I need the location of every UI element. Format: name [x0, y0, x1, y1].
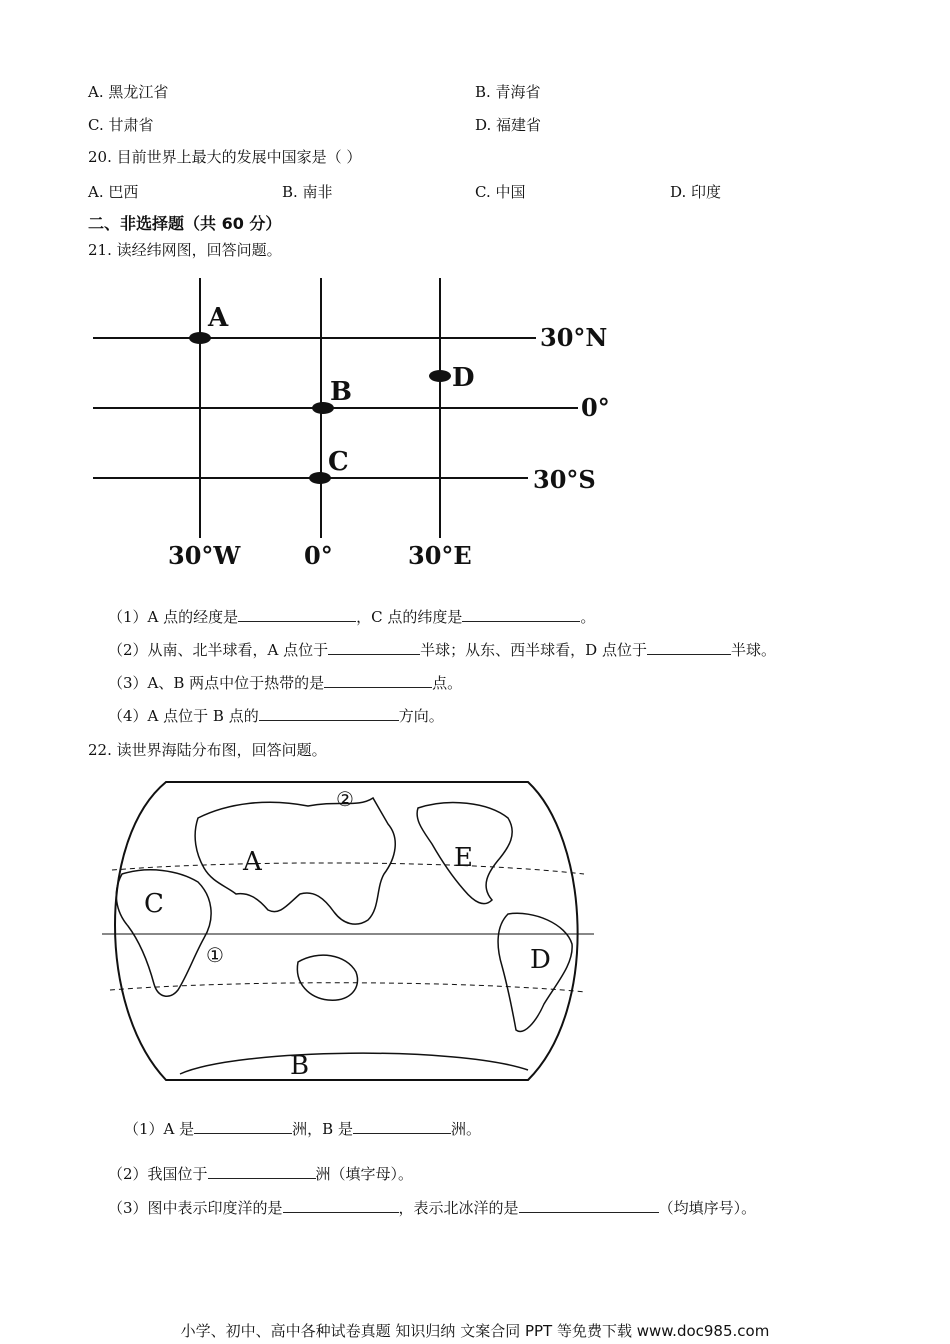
map-label-a: A: [243, 847, 262, 877]
q22-sub3-blank-2[interactable]: [519, 1198, 659, 1213]
q22-sub2-text-b: 洲（填字母）。: [315, 1165, 414, 1183]
q21-sub4-text-a: （4）A 点位于 B 点的: [108, 707, 259, 725]
lon-label-30e: 30°E: [408, 541, 472, 570]
section-title: 二、非选择题（共 60 分）: [88, 214, 282, 233]
point-d-label: D: [452, 363, 475, 393]
q20-option-d: D. 印度: [670, 183, 722, 201]
q21-sub1-blank-2[interactable]: [462, 607, 580, 622]
q21-sub4-text-b: 方向。: [398, 707, 444, 725]
q20-option-c: C. 中国: [475, 183, 526, 201]
q22-sub1: [124, 1119, 481, 1139]
q21-sub3-text-b: 点。: [432, 674, 463, 692]
point-a-dot: [189, 332, 211, 344]
q22-sub2-blank[interactable]: [208, 1164, 316, 1179]
q20-stem: 20. 目前世界上最大的发展中国家是（ ）: [88, 148, 362, 166]
q21-sub1: [108, 607, 595, 627]
q21-stem: 21. 读经纬网图，回答问题。: [88, 241, 282, 259]
q21-sub4: [108, 706, 444, 726]
q22-sub1-text-c: 洲。: [450, 1120, 481, 1138]
q22-sub3-text-b: ，表示北冰洋的是: [398, 1199, 519, 1217]
q21-sub3-blank[interactable]: [324, 673, 432, 688]
q21-sub2-text-b: 半球；从东、西半球看，D 点位于: [420, 641, 647, 659]
map-label-d: D: [530, 945, 551, 975]
q22-stem: 22. 读世界海陆分布图，回答问题。: [88, 741, 327, 759]
point-c-label: C: [328, 447, 349, 477]
q21-sub1-text-b: ，C 点的纬度是: [356, 608, 463, 626]
q21-sub2-text-c: 半球。: [730, 641, 776, 659]
q21-sub2-blank-2[interactable]: [647, 640, 731, 655]
q19-option-a: A. 黑龙江省: [88, 83, 169, 101]
point-a-label: A: [208, 303, 229, 333]
q21-sub3-text-a: （3）A、B 两点中位于热带的是: [108, 674, 325, 692]
lat-label-30n: 30°N: [540, 323, 608, 352]
q21-sub2-text-a: （2）从南、北半球看，A 点位于: [108, 641, 329, 659]
q22-sub1-text-b: 洲，B 是: [292, 1120, 353, 1138]
q22-sub2-text-a: （2）我国位于: [108, 1165, 208, 1183]
q22-sub2: [108, 1164, 413, 1184]
q21-sub4-blank[interactable]: [259, 706, 399, 721]
q21-sub2-blank-1[interactable]: [328, 640, 420, 655]
map-label-c: C: [144, 889, 164, 919]
page-footer: 小学、初中、高中各种试卷真题 知识归纳 文案合同 PPT 等免费下载 www.doc985.com: [180, 1322, 770, 1340]
q21-sub3: [108, 673, 462, 693]
q22-sub1-text-a: （1）A 是: [124, 1120, 195, 1138]
lat-label-30s: 30°S: [533, 465, 596, 494]
lon-label-30w: 30°W: [168, 541, 241, 570]
q19-option-d: D. 福建省: [475, 116, 542, 134]
point-d-dot: [429, 370, 451, 382]
q21-sub1-text-a: （1）A 点的经度是: [108, 608, 239, 626]
lat-label-0: 0°: [581, 393, 610, 422]
point-b-label: B: [330, 377, 352, 407]
world-map-figure: [88, 778, 608, 1084]
q22-sub1-blank-2[interactable]: [353, 1119, 451, 1134]
q21-sub1-blank-1[interactable]: [238, 607, 356, 622]
q20-option-b: B. 南非: [282, 183, 333, 201]
q20-option-a: A. 巴西: [88, 183, 139, 201]
lat-lon-grid-figure: [88, 270, 648, 575]
map-label-ocean-2: ②: [336, 787, 354, 811]
map-label-b: B: [290, 1051, 310, 1081]
q22-sub3-blank-1[interactable]: [283, 1198, 399, 1213]
q22-sub3-text-c: （均填序号）。: [658, 1199, 757, 1217]
map-label-ocean-1: ①: [206, 943, 224, 967]
q19-option-c: C. 甘肃省: [88, 116, 154, 134]
q21-sub2: [108, 640, 776, 660]
q21-sub1-text-c: 。: [580, 608, 596, 626]
q22-sub1-blank-1[interactable]: [194, 1119, 292, 1134]
map-label-e: E: [454, 843, 473, 873]
q19-option-b: B. 青海省: [475, 83, 541, 101]
q22-sub3: [108, 1198, 756, 1218]
lon-label-0: 0°: [304, 541, 333, 570]
q22-sub3-text-a: （3）图中表示印度洋的是: [108, 1199, 283, 1217]
